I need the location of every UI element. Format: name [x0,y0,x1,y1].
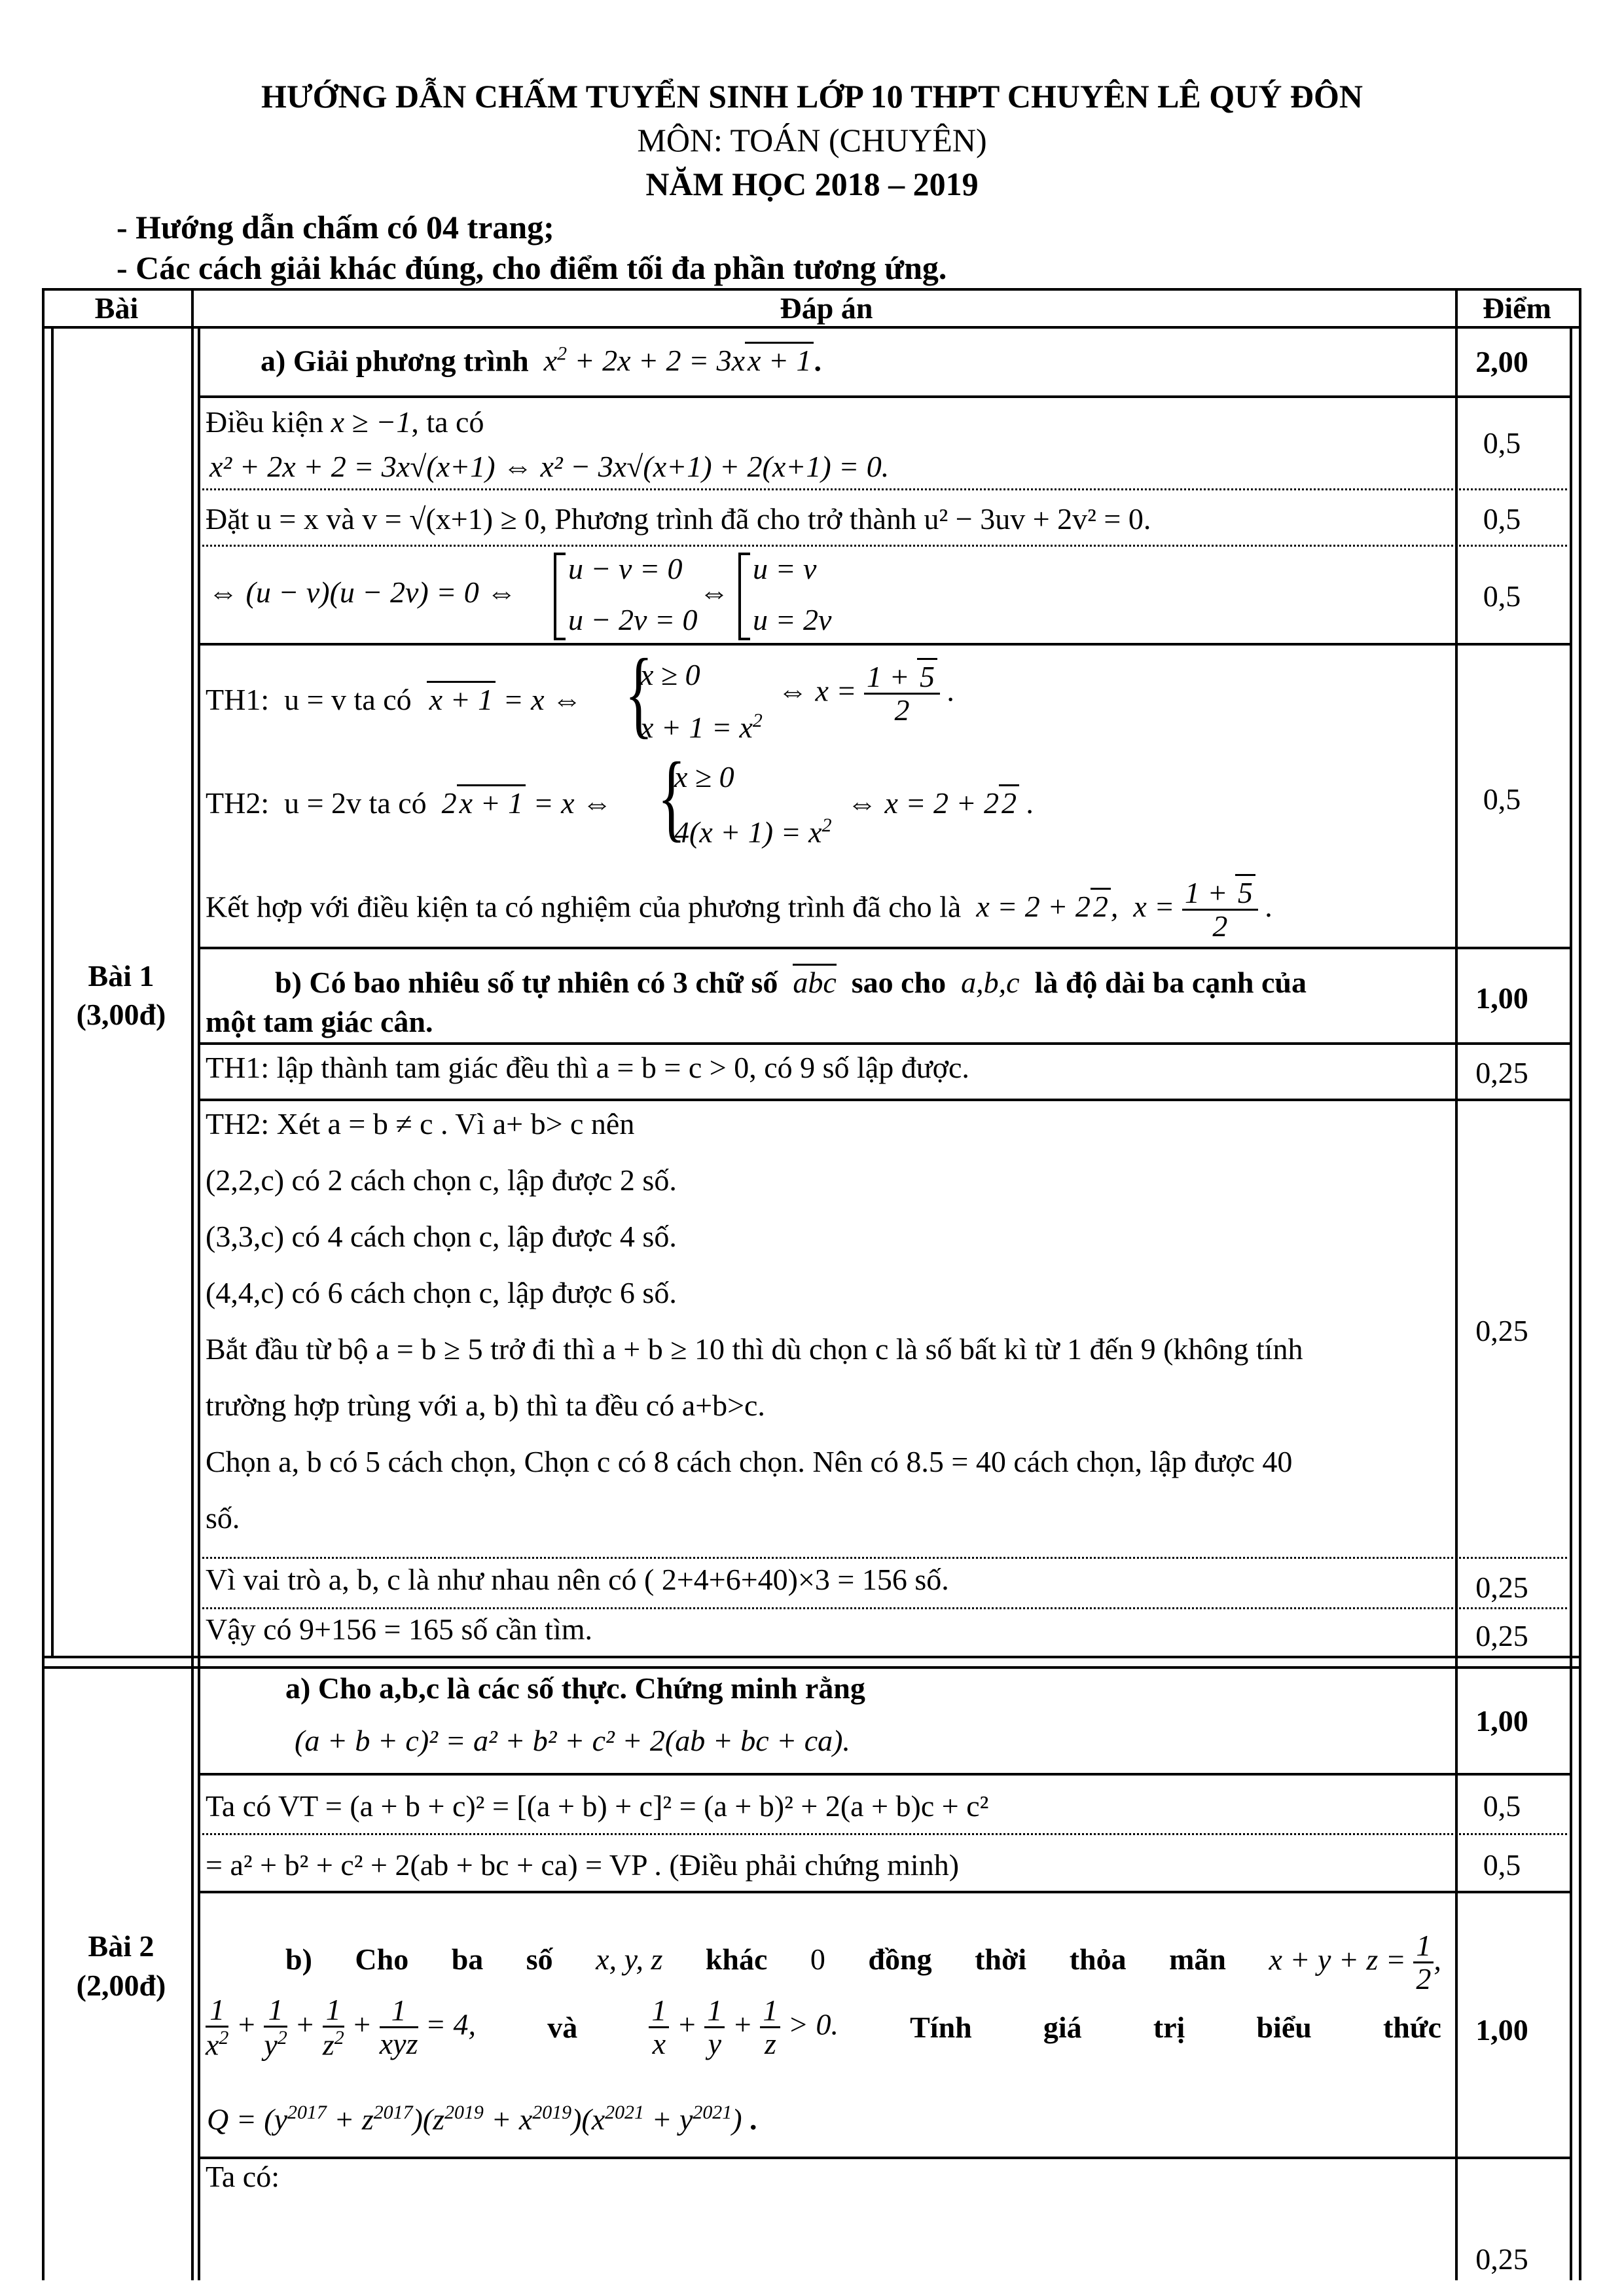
bai1-a-heading-bottom [198,395,1572,398]
factor-case-2a: u = v [753,552,817,585]
bai1-b-heading-cont: một tam giác cân. [206,1005,433,1038]
b-word-va: và [547,2010,578,2044]
table-inner-dapan-left [198,327,200,2280]
bai1-row4-score: 0,5 [1483,782,1521,816]
b-word-5: x, y, z [596,1942,663,1977]
column-header-diem: Điểm [1483,291,1551,325]
bai2-row1-bottom [198,1833,1572,1835]
bai2-b-heading-bottom [198,2157,1572,2159]
bai1-b-heading-bottom [198,1042,1572,1045]
bai2-proof-line2: = a² + b² + c² + 2(ab + bc + ca) = VP . (Điều phải chứng minh) [206,1848,960,1882]
th2-brace: { [657,742,686,851]
note-pages: - Hướng dẫn chấm có 04 trang; [117,209,554,246]
b-word-7: 0 [810,1942,825,1977]
th2-line: TH2: u = 2v ta có 2x + 1 = x ⇔ [206,788,612,818]
bai2-b-score: 1,00 [1475,2013,1528,2047]
substitution-line: Đặt u = x và v = √(x+1) ≥ 0, Phương trình đã cho trở thành u² − 3uv + 2v² = 0. [206,502,1151,536]
factor-bracket-1 [554,553,566,640]
bai1-bottom [42,1656,1581,1658]
bai2-row1-score: 0,5 [1483,1789,1521,1823]
bai2-b-line1: b) Cho ba số x, y, z khác 0 đồng thời thỏa mãn x + y + z = $\frac{1}{2}$ , [285,1929,1441,1996]
bai1-row1-score: 0,5 [1483,426,1521,460]
b-case2-line2: (2,2,c) có 2 cách chọn c, lập được 2 số. [206,1163,677,1197]
b-case2-line7: Chọn a, b có 5 cách chọn, Chọn c có 8 cách chọn. Nên có 8.5 = 40 cách chọn, lập được 40 [206,1445,1293,1478]
b-case-equilateral: TH1: lập thành tam giác đều thì a = b = c > 0, có 9 số lập được. [206,1051,969,1084]
column-header-bai: Bài [94,291,139,325]
bai1-b-row2-bottom [198,1557,1572,1559]
factorization-lhs: ⇔ (u − v)(u − 2v) = 0 ⇔ [208,575,517,609]
b-word-tinh: Tính [910,2010,972,2044]
bai1-row2-bottom [198,545,1572,547]
th1-brace: { [624,639,653,748]
b-word-2: Cho [355,1942,409,1977]
b-case2-line4: (4,4,c) có 6 cách chọn c, lập được 6 số. [206,1276,677,1309]
b-word-thuc: thức [1382,2010,1441,2044]
bai1-row2-score: 0,5 [1483,502,1521,536]
bai2-points: (2,00đ) [76,1969,166,2002]
bai1-a-score: 2,00 [1475,345,1528,378]
column-header-dapan: Đáp án [780,291,873,325]
bai1-row1-bottom [198,488,1572,490]
th1-result: ⇔ x = $\frac{1 + 5}{2}$ . [778,661,955,727]
b-word-tri: trị [1153,2010,1185,2044]
factor-case-1a: u − v = 0 [568,552,683,585]
table-border-right [1579,288,1581,2280]
b-case2-line5: Bắt đầu từ bộ a = b ≥ 5 trở đi thì a + b ≥ 10 thì dù chọn c là số bất kì từ 1 đến 9 (không tính [206,1332,1303,1366]
b-word-8: đồng [868,1942,932,1977]
table-inner-left [51,327,54,1656]
bai2-a-formula: (a + b + c)² = a² + b² + c² + 2(ab + bc + ca). [295,1724,850,1757]
bai2-ta-co: Ta có: [206,2160,280,2193]
equation-transform: x² + 2x + 2 = 3x√(x+1) ⇔ x² − 3x√(x+1) + 2(x+1) = 0. [209,450,890,483]
b-word-10: thỏa [1069,1942,1127,1977]
table-divider-bai [191,288,194,2280]
b-word-6: khác [705,1942,768,1977]
header-row-bottom [42,326,1581,329]
bai1-a-bottom [198,947,1572,949]
th1-system-2: $x + 1 = x^2$ [640,710,763,744]
bai2-label: Bài 2 [88,1929,154,1963]
b-symmetry-line: Vì vai trò a, b, c là như nhau nên có ( 2+4+6+40)×3 = 156 số. [206,1563,949,1596]
factor-case-2b: u = 2v [753,603,832,636]
b-word-1: b) [285,1942,312,1977]
bai1-a-heading: a) Giải phương trình $x^2 + 2x + 2 = 3xx + 1$. [261,343,821,378]
bai1-b-row4-score: 0,25 [1475,1619,1528,1652]
bai2-b-expression: $Q = (y^{2017} + z^{2017})(z^{2019} + x^{2019})(x^{2021} + y^{2021})$ . [207,2102,757,2136]
th1-system-1: x ≥ 0 [640,658,700,691]
note-alternative: - Các cách giải khác đúng, cho điểm tối đa phần tương ứng. [117,249,947,286]
b-case2-line6: trường hợp trùng với a, b) thì ta đều có a+b>c. [206,1389,765,1422]
factor-bracket-2 [738,553,750,640]
b-case2-line3: (3,3,c) có 4 cách chọn c, lập được 4 số. [206,1220,677,1253]
bai2-start [42,1666,1581,1669]
table-border-left [42,288,45,2280]
th2-result: ⇔ x = 2 + 22 . [847,788,1034,818]
bai1-b-row1-bottom [198,1099,1572,1101]
bai2-proof-line1: Ta có VT = (a + b + c)² = [(a + b) + c]² = (a + b)² + 2(a + b)c + c² [206,1789,989,1823]
bai1-b-row3-score: 0,25 [1475,1571,1528,1604]
b-case2-line1: TH2: Xét a = b ≠ c . Vì a+ b> c nên [206,1107,635,1140]
equivalence-arrow: ⇔ [699,575,729,609]
bai1-b-row2-score: 0,25 [1475,1314,1528,1347]
bai2-b-line2: $\frac{1}{x^2}$ + $\frac{1}{y^2}$ + $\frac{1}{z^2}$ + $\frac{1}{\text{xyz}}$ = 4, và $\frac{1}{x}$ + $\frac{1}{y}$ + $\frac{1}{z}$ > 0. Tính giá trị biểu thức [206,1993,1441,2062]
bai1-b-score: 1,00 [1475,981,1528,1015]
bai1-b-row3-bottom [198,1607,1572,1609]
bai2-a-score: 1,00 [1475,1704,1528,1738]
b-word-4: số [526,1942,553,1977]
th2-system-2: $4(x + 1) = x^2$ [674,814,832,849]
school-year: NĂM HỌC 2018 – 2019 [645,166,979,202]
bai2-row2-bottom [198,1891,1572,1893]
b-case2-line8: số. [206,1501,240,1535]
bai2-a-heading: a) Cho a,b,c là các số thực. Chứng minh rằng [285,1671,865,1705]
bai2-row2-score: 0,5 [1483,1848,1521,1882]
b-word-9: thời [975,1942,1027,1977]
bai2-a-heading-bottom [198,1773,1572,1776]
table-inner-diem-right [1570,327,1572,2280]
b-word-gia: giá [1043,2010,1082,2044]
bai1-row3-bottom [198,643,1572,646]
b-word-3: ba [451,1942,484,1977]
bai1-b-row1-score: 0,25 [1475,1056,1528,1089]
condition-line: Điều kiện x ≥ −1, ta có [206,405,484,439]
bai1-b-heading: b) Có bao nhiêu số tự nhiên có 3 chữ số abc sao cho a,b,c là độ dài ba cạnh của [275,968,1307,998]
bai1-points: (3,00đ) [76,998,166,1031]
bai1-row3-score: 0,5 [1483,579,1521,613]
bai1-label: Bài 1 [88,959,154,993]
solution-summary: Kết hợp với điều kiện ta có nghiệm của phương trình đã cho là x = 2 + 22, x = $\frac{1 + 5}{2}$ . [206,877,1273,943]
table-top [42,288,1581,291]
document-title: HƯỚNG DẪN CHẤM TUYỂN SINH LỚP 10 THPT CHUYÊN LÊ QUÝ ĐÔN [261,78,1363,115]
b-conclusion: Vậy có 9+156 = 165 số cần tìm. [206,1613,593,1646]
bai2-row3-score: 0,25 [1475,2242,1528,2276]
th2-system-1: x ≥ 0 [674,760,734,793]
th1-line: TH1: u = v ta có x + 1 = x ⇔ [206,685,582,715]
b-word-11: mãn [1169,1942,1226,1977]
subject-title: MÔN: TOÁN (CHUYÊN) [637,122,987,158]
b-word-bieu: biểu [1256,2010,1312,2044]
factor-case-1b: u − 2v = 0 [568,603,698,636]
